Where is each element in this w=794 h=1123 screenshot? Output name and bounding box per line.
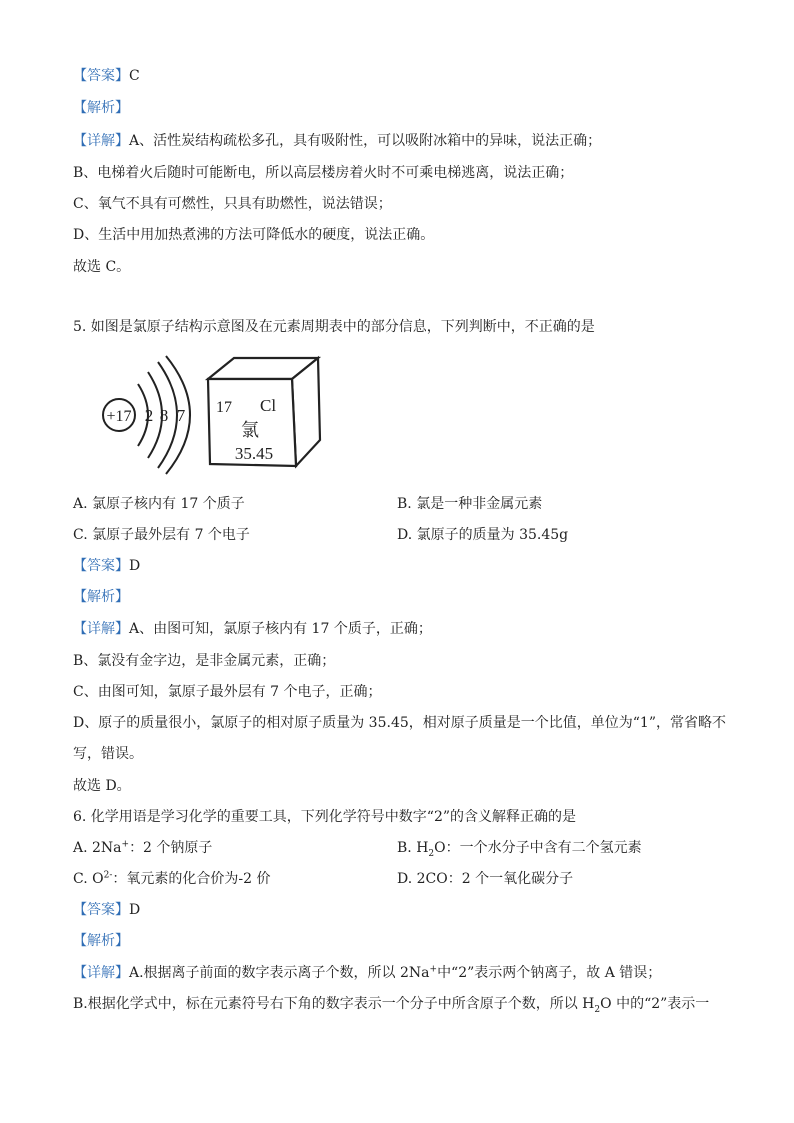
chlorine-atom-diagram <box>96 354 336 476</box>
q5-stem: 5. 如图是氯原子结构示意图及在元素周期表中的部分信息，下列判断中，不正确的是 <box>73 319 595 335</box>
q6-detail-line-1: 【详解】A.根据离子前面的数字表示离子个数，所以 2Na+中“2”表示两个钠离子，故 A 错误； <box>73 964 662 981</box>
q6-option-c: C. $O^{2-}$：氧元素的化合价为-2 价 <box>73 870 271 887</box>
q5-option-a: A. 氯原子核内有 17 个质子 <box>73 496 245 512</box>
q5-detail-line-4: D、原子的质量很小，氯原子的相对原子质量为 35.45，相对原子质量是一个比值，单位为“1”，常省略不 <box>73 715 726 731</box>
nucleus-label: +17 <box>106 408 132 425</box>
q4-detail-line-1: 【详解】A、活性炭结构疏松多孔，具有吸附性，可以吸附冰箱中的异味，说法正确； <box>73 133 602 149</box>
q4-detail-line-2: B、电梯着火后随时可能断电，所以高层楼房着火时不可乘电梯逃离，说法正确； <box>73 165 574 181</box>
q4-detail-line-4: D、生活中用加热煮沸的方法可降低水的硬度，说法正确。 <box>73 227 435 243</box>
answer-tag: 【答案】 <box>73 68 129 84</box>
q5-detail-line-2: B、氯没有金字边，是非金属元素，正确； <box>73 653 336 669</box>
q5-detail-line-1: 【详解】A、由图可知，氯原子核内有 17 个质子，正确； <box>73 621 432 637</box>
answer-value: C <box>129 68 140 84</box>
q5-analysis-tag: 【解析】 <box>73 589 129 605</box>
q5-answer-line: 【答案】D <box>73 558 141 574</box>
q5-conclusion: 故选 D。 <box>73 778 131 794</box>
q5-detail-line-3: C、由图可知，氯原子最外层有 7 个电子，正确； <box>73 684 382 700</box>
q6-option-b: B. $H_2O$：一个水分子中含有二个氢元素 <box>397 840 642 859</box>
atomic-mass: 35.45 <box>234 444 274 463</box>
q6-option-d: D. 2CO：2 个一氧化碳分子 <box>397 871 574 887</box>
q5-detail-line-5: 写，错误。 <box>73 746 143 762</box>
element-name: 氯 <box>241 420 259 441</box>
q5-option-b: B. 氯是一种非金属元素 <box>397 496 543 512</box>
q4-analysis-tag: 【解析】 <box>73 100 129 116</box>
q4-conclusion: 故选 C。 <box>73 259 131 275</box>
shell-electrons-3: 7 <box>176 406 186 425</box>
q6-detail-line-2: B.根据化学式中，标在元素符号右下角的数字表示一个分子中所含原子个数，所以 $H_2O$ 中的“2”表示一 <box>73 996 710 1015</box>
q6-analysis-tag: 【解析】 <box>73 933 129 949</box>
q5-option-c: C. 氯原子最外层有 7 个电子 <box>73 527 250 543</box>
element-symbol: Cl <box>260 396 277 415</box>
atomic-number: 17 <box>216 399 232 416</box>
q5-option-d: D. 氯原子的质量为 35.45g <box>397 527 569 543</box>
q4-answer-line <box>73 66 140 86</box>
q6-answer-line: 【答案】D <box>73 902 141 918</box>
shell-electrons-1: 2 <box>144 406 154 425</box>
shell-electrons-2: 8 <box>159 406 169 425</box>
q6-option-a: A. 2Na+：2 个钠原子 <box>73 839 213 856</box>
q6-stem: 6. 化学用语是学习化学的重要工具，下列化学符号中数字“2”的含义解释正确的是 <box>73 809 577 825</box>
q4-detail-line-3: C、氧气不具有可燃性，只具有助燃性，说法错误； <box>73 196 392 212</box>
